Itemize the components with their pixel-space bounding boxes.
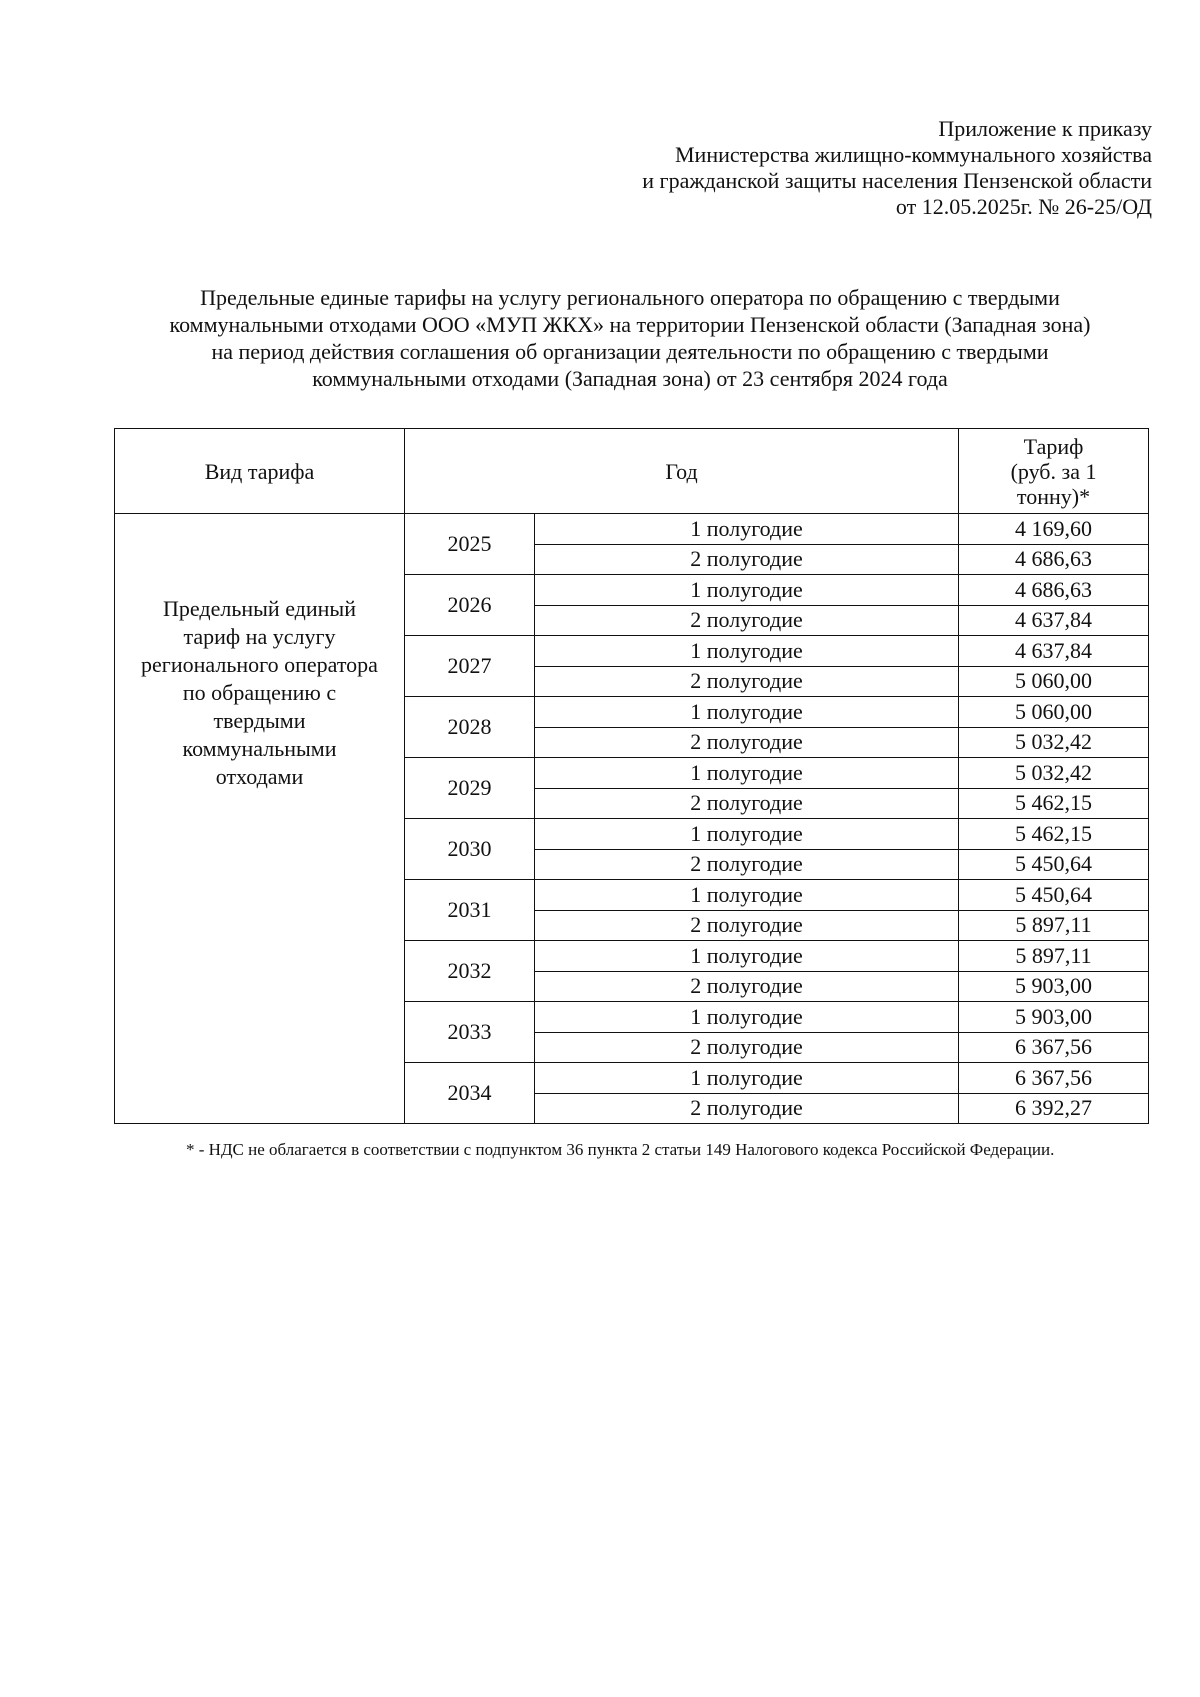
document-title (112, 284, 1148, 392)
tariff-value-cell: 4 637,84 (959, 605, 1149, 636)
header-line: Приложение к приказу (938, 116, 1152, 141)
year-cell: 2034 (405, 1063, 535, 1124)
half-year-cell: 1 полугодие (535, 819, 959, 850)
tariff-value-cell: 5 462,15 (959, 819, 1149, 850)
table-header-row (115, 429, 1149, 514)
order-reference-header (452, 116, 1152, 220)
half-year-cell: 2 полугодие (535, 544, 959, 575)
header-line: и гражданской защиты населения Пензенской области (642, 168, 1152, 193)
tariff-value-cell: 4 686,63 (959, 544, 1149, 575)
tariff-value-cell: 5 462,15 (959, 788, 1149, 819)
tariff-value-cell: 5 450,64 (959, 880, 1149, 911)
header-tariff-kind: Вид тарифа (115, 429, 405, 514)
tariff-value-cell: 5 060,00 (959, 697, 1149, 728)
half-year-cell: 1 полугодие (535, 1002, 959, 1033)
tariff-kind-line: регионального оператора (141, 651, 378, 677)
half-year-cell: 1 полугодие (535, 1063, 959, 1094)
year-cell: 2030 (405, 819, 535, 880)
header-line: от 12.05.2025г. № 26-25/ОД (895, 194, 1152, 219)
tariff-value-cell: 5 450,64 (959, 849, 1149, 880)
tariff-value-cell: 5 060,00 (959, 666, 1149, 697)
half-year-cell: 2 полугодие (535, 666, 959, 697)
tariff-kind-line: Предельный единый (163, 595, 356, 621)
tariff-value-cell: 6 367,56 (959, 1063, 1149, 1094)
half-year-cell: 1 полугодие (535, 941, 959, 972)
year-cell: 2025 (405, 514, 535, 575)
half-year-cell: 2 полугодие (535, 727, 959, 758)
half-year-cell: 1 полугодие (535, 880, 959, 911)
half-year-cell: 1 полугодие (535, 514, 959, 545)
table-row (115, 514, 1149, 545)
title-line: коммунальными отходами (Западная зона) от 23 сентября 2024 года (312, 366, 948, 391)
half-year-cell: 2 полугодие (535, 605, 959, 636)
year-cell: 2026 (405, 575, 535, 636)
year-cell: 2028 (405, 697, 535, 758)
table-body (115, 514, 1149, 1124)
tariff-value-cell: 5 903,00 (959, 1002, 1149, 1033)
tariff-kind-line: твердыми (213, 707, 306, 733)
tariff-value-cell: 4 169,60 (959, 514, 1149, 545)
tariff-kind-cell (115, 514, 405, 1124)
half-year-cell: 1 полугодие (535, 697, 959, 728)
tariff-kind-line: отходами (215, 763, 304, 789)
half-year-cell: 2 полугодие (535, 1032, 959, 1063)
vat-footnote: * - НДС не облагается в соответствии с подпунктом 36 пункта 2 статьи 149 Налогового кодекса Российской Федерации. (186, 1140, 1055, 1159)
half-year-cell: 2 полугодие (535, 910, 959, 941)
tariff-kind-line: тариф на услугу (183, 623, 336, 649)
title-line: на период действия соглашения об организации деятельности по обращению с твердыми (211, 339, 1049, 364)
tariff-value-cell: 4 686,63 (959, 575, 1149, 606)
header-tariff-line: Тариф (1023, 433, 1084, 459)
header-tariff-line: тонну)* (1016, 483, 1091, 509)
title-line: Предельные единые тарифы на услугу регионального оператора по обращению с твердыми (200, 285, 1060, 310)
half-year-cell: 1 полугодие (535, 575, 959, 606)
title-line: коммунальными отходами ООО «МУП ЖКХ» на территории Пензенской области (Западная зона) (169, 312, 1091, 337)
half-year-cell: 1 полугодие (535, 758, 959, 789)
half-year-cell: 2 полугодие (535, 971, 959, 1002)
tariff-value-cell: 5 897,11 (959, 941, 1149, 972)
year-cell: 2031 (405, 880, 535, 941)
tariff-value-cell: 5 032,42 (959, 758, 1149, 789)
header-tariff-line: (руб. за 1 (1010, 458, 1097, 484)
tariff-kind-line: коммунальными (182, 735, 337, 761)
tariff-value-cell: 4 637,84 (959, 636, 1149, 667)
tariff-table (114, 428, 1149, 1124)
year-cell: 2032 (405, 941, 535, 1002)
tariff-value-cell: 6 367,56 (959, 1032, 1149, 1063)
tariff-value-cell: 6 392,27 (959, 1093, 1149, 1124)
half-year-cell: 2 полугодие (535, 788, 959, 819)
tariff-value-cell: 5 897,11 (959, 910, 1149, 941)
year-cell: 2029 (405, 758, 535, 819)
header-tariff (959, 429, 1149, 514)
header-year: Год (405, 429, 959, 514)
year-cell: 2027 (405, 636, 535, 697)
half-year-cell: 2 полугодие (535, 849, 959, 880)
tariff-kind-line: по обращению с (182, 679, 337, 705)
half-year-cell: 2 полугодие (535, 1093, 959, 1124)
tariff-value-cell: 5 032,42 (959, 727, 1149, 758)
tariff-value-cell: 5 903,00 (959, 971, 1149, 1002)
half-year-cell: 1 полугодие (535, 636, 959, 667)
year-cell: 2033 (405, 1002, 535, 1063)
header-line: Министерства жилищно-коммунального хозяйства (674, 142, 1152, 167)
